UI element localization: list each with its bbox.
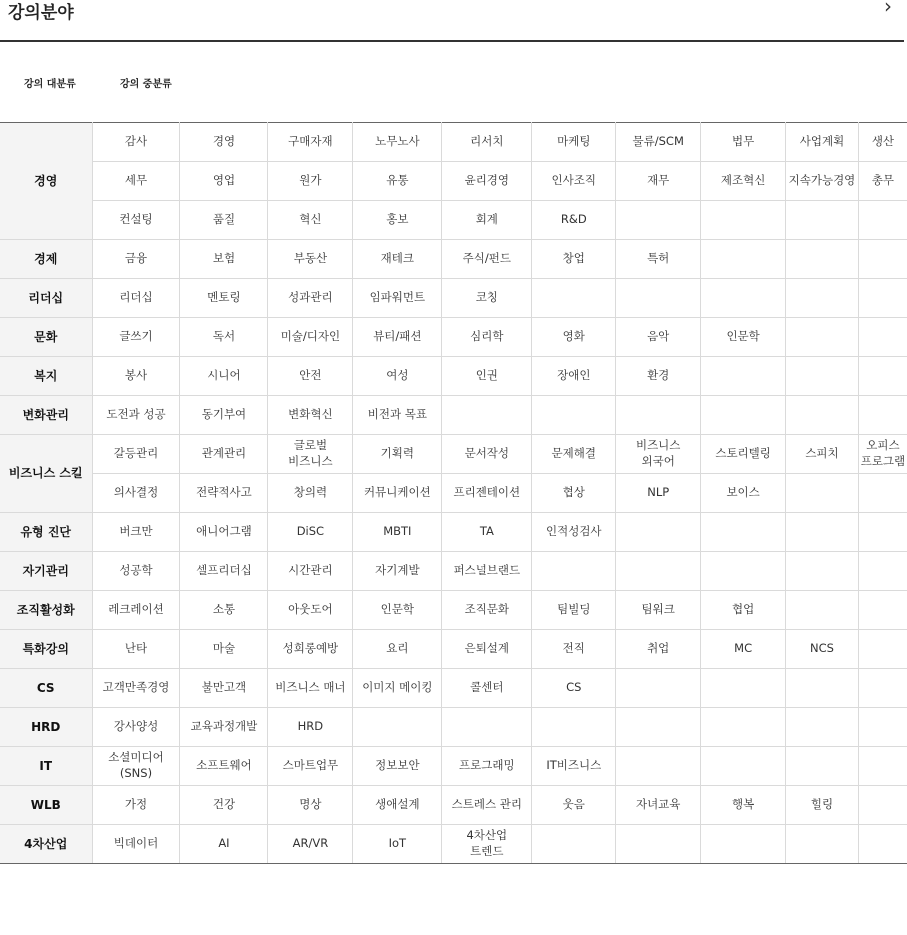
- empty-cell: [616, 513, 701, 552]
- minor-category-link[interactable]: 안전: [268, 357, 353, 396]
- minor-category-link[interactable]: NCS: [786, 630, 859, 669]
- major-category-cell: 특화강의: [0, 630, 92, 669]
- table-row: [0, 396, 907, 435]
- minor-category-link[interactable]: 전략적사고: [180, 474, 268, 513]
- minor-category-link[interactable]: 유통: [353, 162, 442, 201]
- empty-cell: [858, 357, 907, 396]
- minor-category-link[interactable]: 빅데이터: [92, 825, 180, 864]
- minor-category-link[interactable]: 이미지 메이킹: [353, 669, 442, 708]
- minor-category-link[interactable]: 팀빌딩: [532, 591, 616, 630]
- minor-category-link[interactable]: 회계: [442, 201, 532, 240]
- major-category-header: 강의 대분류: [24, 79, 76, 90]
- empty-cell: [616, 708, 701, 747]
- minor-category-link[interactable]: 소셜미디어 (SNS): [92, 747, 180, 786]
- minor-category-link[interactable]: 동기부여: [180, 396, 268, 435]
- minor-category-link[interactable]: 협상: [532, 474, 616, 513]
- minor-category-link[interactable]: 임파워먼트: [353, 279, 442, 318]
- minor-category-link[interactable]: AR/VR: [268, 825, 353, 864]
- empty-cell: [786, 474, 859, 513]
- empty-cell: [701, 240, 786, 279]
- table-row: [0, 162, 907, 201]
- table-row: [0, 240, 907, 279]
- empty-cell: [701, 357, 786, 396]
- empty-cell: [786, 825, 859, 864]
- empty-cell: [786, 513, 859, 552]
- minor-category-link[interactable]: 시간관리: [268, 552, 353, 591]
- minor-category-link[interactable]: 컨설팅: [92, 201, 180, 240]
- minor-category-link[interactable]: 부동산: [268, 240, 353, 279]
- empty-cell: [786, 279, 859, 318]
- empty-cell: [616, 669, 701, 708]
- minor-category-link[interactable]: 교육과정개발: [180, 708, 268, 747]
- minor-category-link[interactable]: 구매자재: [268, 123, 353, 162]
- minor-category-link[interactable]: 지속가능경영: [786, 162, 859, 201]
- minor-category-link[interactable]: 의사결정: [92, 474, 180, 513]
- empty-cell: [858, 669, 907, 708]
- major-category-cell: CS: [0, 669, 92, 708]
- minor-category-link[interactable]: 요리: [353, 630, 442, 669]
- minor-category-header: 강의 중분류: [120, 79, 172, 90]
- empty-cell: [616, 201, 701, 240]
- minor-category-link[interactable]: 오피스 프로그램: [858, 435, 907, 474]
- major-category-cell: 조직활성화: [0, 591, 92, 630]
- table-row: [0, 708, 907, 747]
- minor-category-link[interactable]: MBTI: [353, 513, 442, 552]
- title-divider: [0, 40, 904, 42]
- minor-category-link[interactable]: 경영: [180, 123, 268, 162]
- minor-category-link[interactable]: 생애설계: [353, 786, 442, 825]
- minor-category-link[interactable]: 봉사: [92, 357, 180, 396]
- minor-category-link[interactable]: 주식/펀드: [442, 240, 532, 279]
- empty-cell: [701, 396, 786, 435]
- minor-category-link[interactable]: 소프트웨어: [180, 747, 268, 786]
- empty-cell: [858, 825, 907, 864]
- minor-category-link[interactable]: 프로그래밍: [442, 747, 532, 786]
- table-row: [0, 825, 907, 864]
- table-row: [0, 201, 907, 240]
- minor-category-link[interactable]: 도전과 성공: [92, 396, 180, 435]
- minor-category-link[interactable]: IoT: [353, 825, 442, 864]
- major-category-cell: 자기관리: [0, 552, 92, 591]
- minor-category-link[interactable]: 명상: [268, 786, 353, 825]
- minor-category-link[interactable]: 레크레이션: [92, 591, 180, 630]
- minor-category-link[interactable]: 행복: [701, 786, 786, 825]
- minor-category-link[interactable]: 스토리텔링: [701, 435, 786, 474]
- empty-cell: [701, 708, 786, 747]
- minor-category-link[interactable]: MC: [701, 630, 786, 669]
- minor-category-link[interactable]: 품질: [180, 201, 268, 240]
- minor-category-link[interactable]: 생산: [858, 123, 907, 162]
- empty-cell: [701, 669, 786, 708]
- minor-category-link[interactable]: 아웃도어: [268, 591, 353, 630]
- minor-category-link[interactable]: 마케팅: [532, 123, 616, 162]
- minor-category-link[interactable]: 인문학: [701, 318, 786, 357]
- empty-cell: [858, 708, 907, 747]
- empty-cell: [701, 513, 786, 552]
- minor-category-link[interactable]: 원가: [268, 162, 353, 201]
- major-category-cell: 경제: [0, 240, 92, 279]
- minor-category-link[interactable]: HRD: [268, 708, 353, 747]
- minor-category-link[interactable]: 윤리경영: [442, 162, 532, 201]
- minor-category-link[interactable]: 물류/SCM: [616, 123, 701, 162]
- minor-category-link[interactable]: 기획력: [353, 435, 442, 474]
- minor-category-link[interactable]: 스피치: [786, 435, 859, 474]
- empty-cell: [442, 708, 532, 747]
- minor-category-link[interactable]: 보이스: [701, 474, 786, 513]
- minor-category-link[interactable]: 은퇴설계: [442, 630, 532, 669]
- empty-cell: [353, 708, 442, 747]
- table-row: [0, 318, 907, 357]
- empty-cell: [858, 318, 907, 357]
- minor-category-link[interactable]: 전직: [532, 630, 616, 669]
- table-row: [0, 123, 907, 162]
- table-row: [0, 513, 907, 552]
- minor-category-link[interactable]: IT비즈니스: [532, 747, 616, 786]
- minor-category-link[interactable]: 4차산업 트렌드: [442, 825, 532, 864]
- minor-category-link[interactable]: 소통: [180, 591, 268, 630]
- minor-category-link[interactable]: 리더십: [92, 279, 180, 318]
- minor-category-link[interactable]: 건강: [180, 786, 268, 825]
- minor-category-link[interactable]: 혁신: [268, 201, 353, 240]
- minor-category-link[interactable]: 세무: [92, 162, 180, 201]
- table-row: [0, 786, 907, 825]
- minor-category-link[interactable]: 인사조직: [532, 162, 616, 201]
- minor-category-link[interactable]: 자녀교육: [616, 786, 701, 825]
- minor-category-link[interactable]: 환경: [616, 357, 701, 396]
- empty-cell: [858, 630, 907, 669]
- minor-category-link[interactable]: 미술/디자인: [268, 318, 353, 357]
- major-category-cell: 비즈니스 스킬: [0, 435, 92, 513]
- minor-category-link[interactable]: 강사양성: [92, 708, 180, 747]
- empty-cell: [858, 786, 907, 825]
- minor-category-link[interactable]: 보험: [180, 240, 268, 279]
- minor-category-link[interactable]: 협업: [701, 591, 786, 630]
- minor-category-link[interactable]: NLP: [616, 474, 701, 513]
- table-row: [0, 474, 907, 513]
- minor-category-link[interactable]: 노무노사: [353, 123, 442, 162]
- minor-category-link[interactable]: 사업계획: [786, 123, 859, 162]
- minor-category-link[interactable]: 재테크: [353, 240, 442, 279]
- empty-cell: [786, 708, 859, 747]
- minor-category-link[interactable]: 시니어: [180, 357, 268, 396]
- minor-category-link[interactable]: 창의력: [268, 474, 353, 513]
- minor-category-link[interactable]: 버크만: [92, 513, 180, 552]
- major-category-cell: HRD: [0, 708, 92, 747]
- major-category-cell: 변화관리: [0, 396, 92, 435]
- table-row: [0, 552, 907, 591]
- major-category-cell: 유형 진단: [0, 513, 92, 552]
- table-row: [0, 435, 907, 474]
- minor-category-link[interactable]: 홍보: [353, 201, 442, 240]
- minor-category-link[interactable]: 법무: [701, 123, 786, 162]
- minor-category-link[interactable]: 자기계발: [353, 552, 442, 591]
- minor-category-link[interactable]: 심리학: [442, 318, 532, 357]
- empty-cell: [858, 240, 907, 279]
- minor-category-link[interactable]: 장애인: [532, 357, 616, 396]
- minor-category-link[interactable]: 팀워크: [616, 591, 701, 630]
- empty-cell: [701, 747, 786, 786]
- empty-cell: [786, 201, 859, 240]
- minor-category-link[interactable]: 감사: [92, 123, 180, 162]
- minor-category-link[interactable]: 성과관리: [268, 279, 353, 318]
- minor-category-link[interactable]: 창업: [532, 240, 616, 279]
- minor-category-link[interactable]: CS: [532, 669, 616, 708]
- major-category-cell: 경영: [0, 123, 92, 240]
- major-category-cell: 문화: [0, 318, 92, 357]
- empty-cell: [858, 201, 907, 240]
- empty-cell: [858, 474, 907, 513]
- minor-category-link[interactable]: 금융: [92, 240, 180, 279]
- minor-category-link[interactable]: 독서: [180, 318, 268, 357]
- minor-category-link[interactable]: 리서치: [442, 123, 532, 162]
- major-category-cell: WLB: [0, 786, 92, 825]
- table-row: [0, 357, 907, 396]
- empty-cell: [786, 552, 859, 591]
- empty-cell: [786, 591, 859, 630]
- minor-category-link[interactable]: 특허: [616, 240, 701, 279]
- minor-category-link[interactable]: 스트레스 관리: [442, 786, 532, 825]
- minor-category-link[interactable]: 난타: [92, 630, 180, 669]
- empty-cell: [532, 279, 616, 318]
- empty-cell: [616, 396, 701, 435]
- major-category-cell: 복지: [0, 357, 92, 396]
- minor-category-link[interactable]: 콜센터: [442, 669, 532, 708]
- minor-category-link[interactable]: 인적성검사: [532, 513, 616, 552]
- minor-category-link[interactable]: 힐링: [786, 786, 859, 825]
- minor-category-link[interactable]: 웃음: [532, 786, 616, 825]
- minor-category-link[interactable]: 재무: [616, 162, 701, 201]
- minor-category-link[interactable]: 애니어그램: [180, 513, 268, 552]
- minor-category-link[interactable]: 프리젠테이션: [442, 474, 532, 513]
- minor-category-link[interactable]: 인문학: [353, 591, 442, 630]
- minor-category-link[interactable]: 뷰티/패션: [353, 318, 442, 357]
- empty-cell: [858, 513, 907, 552]
- minor-category-link[interactable]: 인권: [442, 357, 532, 396]
- lecture-category-table: [0, 122, 907, 864]
- empty-cell: [786, 240, 859, 279]
- minor-category-link[interactable]: 코칭: [442, 279, 532, 318]
- minor-category-link[interactable]: 글로벌 비즈니스: [268, 435, 353, 474]
- minor-category-link[interactable]: 셀프리더십: [180, 552, 268, 591]
- major-category-cell: 4차산업: [0, 825, 92, 864]
- minor-category-link[interactable]: 퍼스널브랜드: [442, 552, 532, 591]
- empty-cell: [616, 825, 701, 864]
- minor-category-link[interactable]: 불만고객: [180, 669, 268, 708]
- minor-category-link[interactable]: TA: [442, 513, 532, 552]
- empty-cell: [858, 591, 907, 630]
- table-row: [0, 747, 907, 786]
- empty-cell: [786, 318, 859, 357]
- minor-category-link[interactable]: R&D: [532, 201, 616, 240]
- empty-cell: [786, 747, 859, 786]
- empty-cell: [786, 357, 859, 396]
- minor-category-link[interactable]: 비즈니스 외국어: [616, 435, 701, 474]
- empty-cell: [858, 396, 907, 435]
- minor-category-link[interactable]: 스마트업무: [268, 747, 353, 786]
- minor-category-link[interactable]: 글쓰기: [92, 318, 180, 357]
- chevron-right-icon[interactable]: ›: [884, 0, 892, 18]
- minor-category-link[interactable]: 성공학: [92, 552, 180, 591]
- empty-cell: [786, 669, 859, 708]
- minor-category-link[interactable]: 제조혁신: [701, 162, 786, 201]
- minor-category-link[interactable]: 총무: [858, 162, 907, 201]
- empty-cell: [858, 747, 907, 786]
- empty-cell: [858, 552, 907, 591]
- minor-category-link[interactable]: 변화혁신: [268, 396, 353, 435]
- minor-category-link[interactable]: 갈등관리: [92, 435, 180, 474]
- minor-category-link[interactable]: 비즈니스 매너: [268, 669, 353, 708]
- empty-cell: [616, 279, 701, 318]
- table-row: [0, 591, 907, 630]
- minor-category-link[interactable]: 비전과 목표: [353, 396, 442, 435]
- empty-cell: [532, 708, 616, 747]
- minor-category-link[interactable]: 성희롱예방: [268, 630, 353, 669]
- minor-category-link[interactable]: 마술: [180, 630, 268, 669]
- minor-category-link[interactable]: 취업: [616, 630, 701, 669]
- minor-category-link[interactable]: DiSC: [268, 513, 353, 552]
- minor-category-link[interactable]: 관계관리: [180, 435, 268, 474]
- page-title: 강의분야: [8, 3, 74, 23]
- empty-cell: [532, 552, 616, 591]
- minor-category-link[interactable]: 가정: [92, 786, 180, 825]
- major-category-cell: 리더십: [0, 279, 92, 318]
- minor-category-link[interactable]: 고객만족경영: [92, 669, 180, 708]
- minor-category-link[interactable]: 여성: [353, 357, 442, 396]
- empty-cell: [616, 552, 701, 591]
- empty-cell: [532, 825, 616, 864]
- empty-cell: [701, 279, 786, 318]
- empty-cell: [616, 747, 701, 786]
- table-row: [0, 279, 907, 318]
- empty-cell: [858, 279, 907, 318]
- minor-category-link[interactable]: 조직문화: [442, 591, 532, 630]
- minor-category-link[interactable]: 문제해결: [532, 435, 616, 474]
- minor-category-link[interactable]: 문서작성: [442, 435, 532, 474]
- empty-cell: [442, 396, 532, 435]
- empty-cell: [701, 201, 786, 240]
- empty-cell: [532, 396, 616, 435]
- major-category-cell: IT: [0, 747, 92, 786]
- minor-category-link[interactable]: 음악: [616, 318, 701, 357]
- minor-category-link[interactable]: 커뮤니케이션: [353, 474, 442, 513]
- minor-category-link[interactable]: 정보보안: [353, 747, 442, 786]
- minor-category-link[interactable]: 영화: [532, 318, 616, 357]
- minor-category-link[interactable]: AI: [180, 825, 268, 864]
- empty-cell: [786, 396, 859, 435]
- table-row: [0, 630, 907, 669]
- minor-category-link[interactable]: 영업: [180, 162, 268, 201]
- empty-cell: [701, 825, 786, 864]
- empty-cell: [701, 552, 786, 591]
- minor-category-link[interactable]: 멘토링: [180, 279, 268, 318]
- table-row: [0, 669, 907, 708]
